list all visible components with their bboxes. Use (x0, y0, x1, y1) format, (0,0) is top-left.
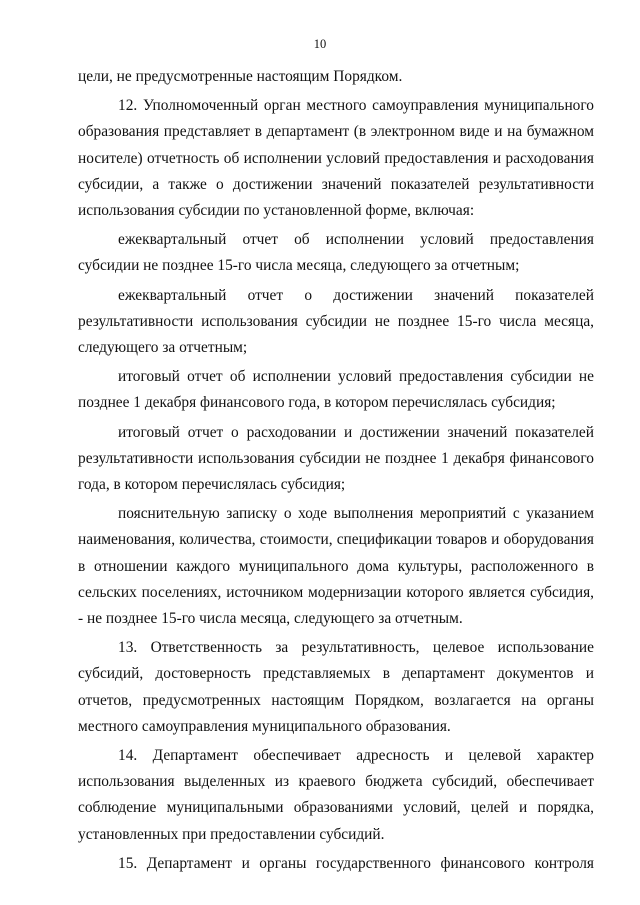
page-number: 10 (313, 37, 327, 51)
paragraph-quarterly-results-report: ежеквартальный отчет о достижении значений показателей результативности использования субсидии не позднее 15-го числа месяца, следующего за отчетным; (78, 286, 594, 357)
paragraph-15 (78, 851, 594, 877)
paragraph-final-conditions-report: итоговый отчет об исполнении условий предоставления субсидии не позднее 1 декабря финансового года, в котором перечислялась субсидия; (78, 368, 594, 412)
paragraph-final-spending-report: итоговый отчет о расходовании и достижении значений показателей результативности использования субсидии не позднее 1 декабря финансового года, в котором перечислялась субсидия; (78, 423, 594, 494)
paragraph-explanatory-note: пояснительную записку о ходе выполнения мероприятий с указанием наименования, количества, стоимости, спецификации товаров и оборудования в отношении каждого муниципального дома культуры, расположенного в сельских поселениях, источником модернизации которого является субсидия, - не позднее 15-го числа месяца, следующего за отчетным. (78, 505, 594, 628)
paragraph-14: 14. Департамент обеспечивает адресность и целевой характер использования выделенных из краевого бюджета субсидий, обеспечивает соблюдение муниципальными образованиями условий, целей и порядка, установленных при предоставлении субсидий. (78, 747, 594, 843)
paragraph-15-text: 15. Департамент и органы государственного финансового контроля (118, 854, 594, 872)
paragraph-12: 12. Уполномоченный орган местного самоуправления муниципального образования представляет в департамент (в электронном виде и на бумажном носителе) отчетность об исполнении условий предоставления и расходования субсидии, а также о достижении значений показателей результативности использования субсидии по установленной форме, включая: (78, 97, 594, 220)
paragraph-quarterly-conditions-report: ежеквартальный отчет об исполнении условий предоставления субсидии не позднее 15-го числа месяца, следующего за отчетным; (78, 231, 594, 275)
paragraph-continuation: цели, не предусмотренные настоящим Порядком. (78, 68, 403, 85)
paragraph-13: 13. Ответственность за результативность, целевое использование субсидий, достоверность представляемых в департамент документов и отчетов, предусмотренных настоящим Порядком, возлагается на органы местного самоуправления муниципального образования. (78, 639, 594, 735)
document-body (78, 64, 594, 880)
